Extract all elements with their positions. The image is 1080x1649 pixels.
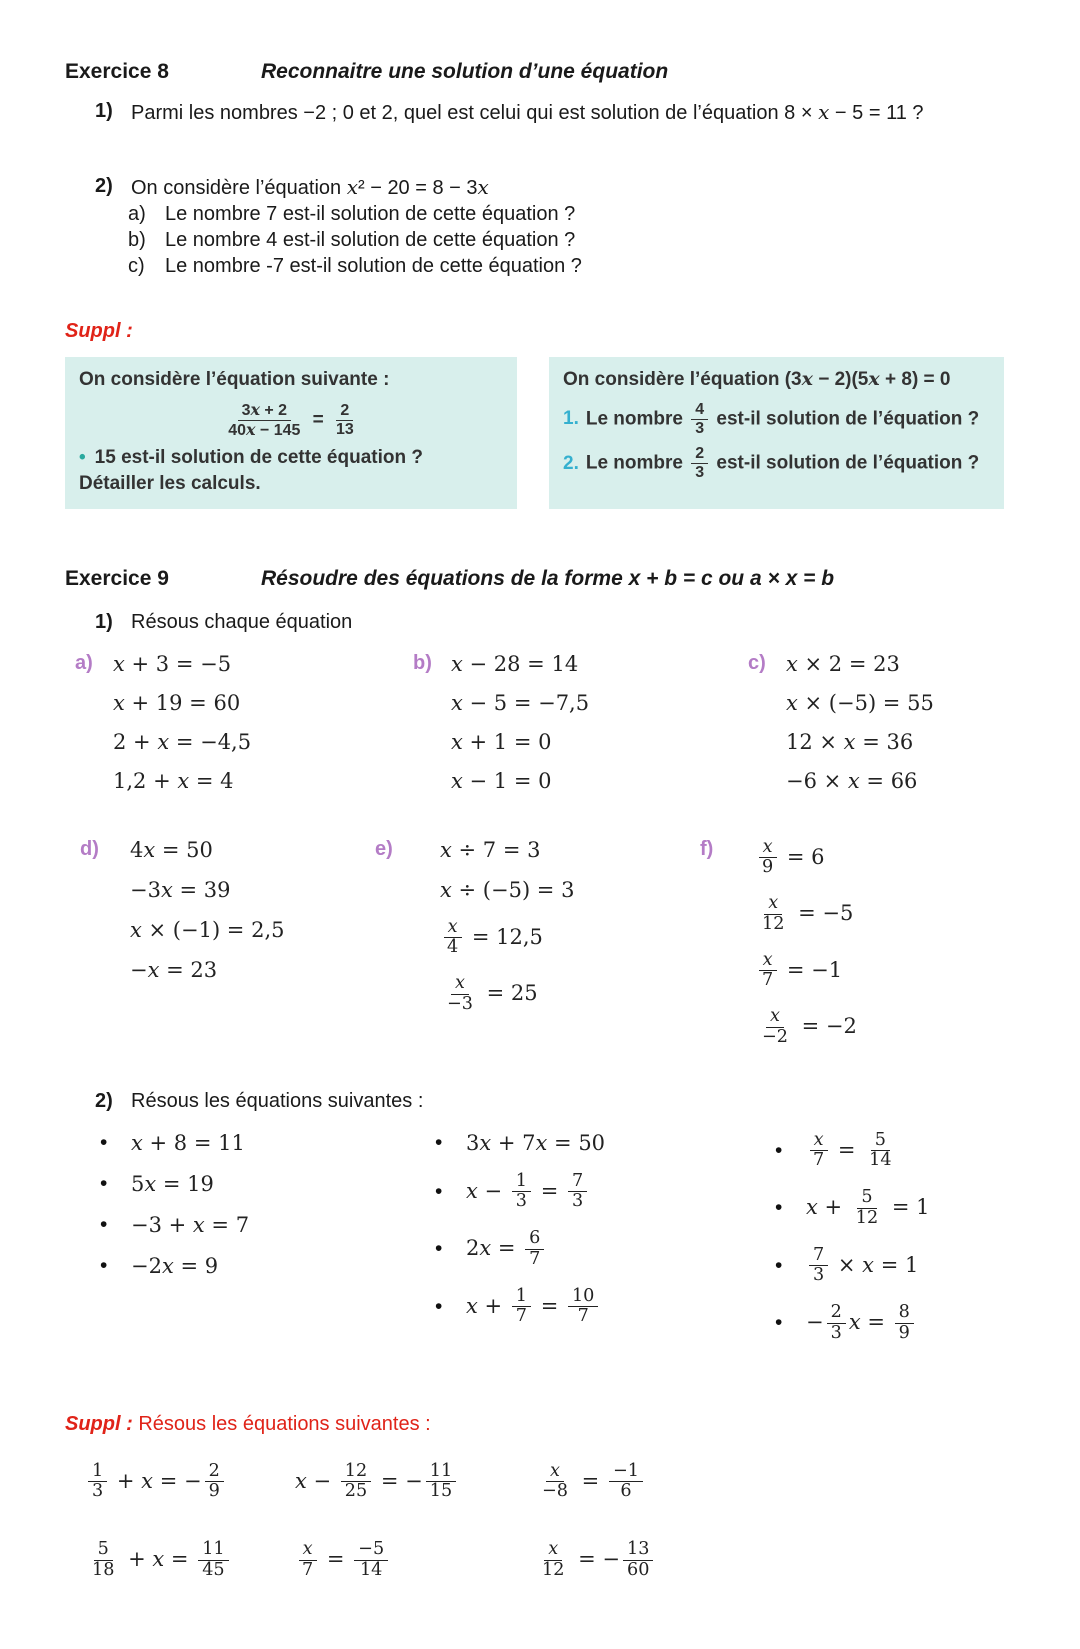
ex8-q2a-text: Le nombre 7 est-il solution de cette équation ? (165, 203, 576, 225)
bullet-equation (775, 1188, 930, 1229)
suppl-2-label: Suppl : (65, 1412, 133, 1435)
suppl-equations (85, 1462, 1040, 1581)
bullet-equation (100, 1213, 435, 1237)
bullet-equation (775, 1131, 930, 1172)
equation-row-abc (75, 652, 1040, 808)
suppl-1-heading (65, 320, 1040, 343)
ex8-q2a (128, 203, 1040, 226)
group-f-label: f) (700, 837, 714, 860)
bullet-icon: • (100, 1212, 108, 1236)
box2-question-1 (563, 401, 990, 438)
bullet-icon: • (435, 1179, 443, 1203)
group-a-label: a) (75, 651, 93, 674)
ex8-q2c-text: Le nombre -7 est-il solution de cette équation ? (165, 255, 582, 277)
group-b-label: b) (413, 651, 432, 674)
equation-group-d (80, 838, 375, 1064)
equation-group-e (375, 838, 700, 1064)
equation: −3 + x = 7 (131, 1212, 250, 1237)
ex8-q2b-label: b) (128, 229, 146, 251)
group-c-label: c) (748, 651, 766, 674)
equation: $\frac{x}{9}$ = 6 (755, 838, 857, 879)
equation: x − 28 = 14 (451, 651, 579, 676)
equation: 2x = $\frac{6}{7}$ (466, 1229, 547, 1270)
equation: −3x = 39 (130, 877, 231, 902)
suppl-2-heading (65, 1413, 1040, 1436)
suppl-box-right (549, 357, 1004, 509)
box2-q2-text: Le nombre $\frac{2}{3}$ est-il solution de l’équation ? (585, 445, 980, 482)
ex9-question-1 (65, 611, 1040, 634)
bullet-icon: • (435, 1130, 443, 1154)
equation-group-b (413, 652, 748, 808)
box2-q1-number: 1. (563, 408, 579, 430)
equation: −2x = 9 (131, 1253, 219, 1278)
ex8-question-2 (65, 175, 1040, 200)
equation: x − $\frac{1}{3}$ = $\frac{7}{3}$ (466, 1172, 590, 1213)
box2-title: On considère l’équation (3x − 2)(5x + 8) = 0 (563, 368, 951, 390)
bullet-icon: • (775, 1138, 783, 1162)
teal-bullet-icon: • (79, 447, 86, 469)
equation: x + 19 = 60 (113, 690, 241, 715)
equation-group-f (700, 838, 857, 1064)
bullet-equation (100, 1131, 435, 1155)
ex8-q2c (128, 255, 1040, 278)
bullet-equation-row (100, 1131, 1040, 1361)
ex8-q2c-label: c) (128, 255, 145, 277)
ex8-q1-text: Parmi les nombres −2 ; 0 et 2, quel est celui qui est solution de l’équation 8 × x − 5 = 11 ? (131, 100, 924, 124)
box2-question-2 (563, 445, 990, 482)
group-e-label: e) (375, 837, 393, 860)
group-d-label: d) (80, 837, 99, 860)
equation: x + 1 = 0 (451, 729, 552, 754)
box2-q1-text: Le nombre $\frac{4}{3}$ est-il solution de l’équation ? (585, 400, 980, 437)
equation: x + 3 = −5 (113, 651, 232, 676)
bullet-equation (100, 1172, 435, 1196)
equation: $\frac{5}{18}$ + x = $\frac{11}{45}$ (85, 1540, 295, 1581)
suppl-2-text: Résous les équations suivantes : (138, 1412, 431, 1435)
suppl-equation-row-2 (85, 1540, 1040, 1581)
ex8-q2b (128, 229, 1040, 252)
bullet-icon: • (100, 1253, 108, 1277)
equation: 3x + 7x = 50 (466, 1130, 606, 1155)
equation: $\frac{x}{7}$ = −1 (755, 951, 857, 992)
equation: x + 8 = 11 (131, 1130, 245, 1155)
exercise-9-section (65, 567, 1040, 1361)
equation: 12 × x = 36 (786, 729, 914, 754)
equation: $\frac{x}{12}$ = − $\frac{13}{60}$ (535, 1540, 656, 1581)
exercise-8-label: Exercice 8 (65, 60, 169, 83)
equation: x − 1 = 0 (451, 768, 552, 793)
equation: $\frac{x}{12}$ = −5 (762, 893, 854, 934)
exercise-9-label: Exercice 9 (65, 566, 169, 590)
bullet-equation (435, 1287, 775, 1328)
equation: x − 5 = −7,5 (451, 690, 590, 715)
bullet-column-3 (775, 1131, 930, 1361)
bullet-column-1 (100, 1131, 435, 1361)
bullet-equation (775, 1303, 930, 1344)
equation: $\frac{7}{3}$ × x = 1 (806, 1246, 918, 1287)
exercise-9-header (65, 567, 1040, 591)
equation: x ÷ 7 = 3 (440, 837, 541, 862)
bullet-icon: • (775, 1196, 783, 1220)
suppl-boxes (65, 357, 1040, 509)
equation: x × 2 = 23 (786, 651, 900, 676)
ex8-question-1 (65, 100, 1040, 125)
equation: $\frac{1}{3}$ + x = − $\frac{2}{9}$ (85, 1462, 295, 1503)
bullet-equation (435, 1131, 775, 1155)
bullet-icon: • (775, 1253, 783, 1277)
ex8-q2-number: 2) (95, 175, 113, 197)
equation: 4x = 50 (130, 837, 213, 862)
equation: x × (−1) = 2,5 (130, 917, 285, 942)
equation: $\frac{x}{-8}$ = $\frac{-1}{6}$ (535, 1462, 646, 1503)
exercise-9-title: Résoudre des équations de la forme x + b = c ou a × x = b (261, 566, 835, 590)
equation-group-c (748, 652, 934, 808)
box1-question (79, 445, 503, 496)
equation: 2 + x = −4,5 (113, 729, 252, 754)
equation: $\frac{x}{7}$ = $\frac{-5}{14}$ (295, 1540, 535, 1581)
bullet-equation (775, 1246, 930, 1287)
equation: $\frac{x}{7}$ = $\frac{5}{14}$ (806, 1131, 899, 1172)
equation: x + $\frac{1}{7}$ = $\frac{10}{7}$ (466, 1287, 601, 1328)
box1-question-text: 15 est-il solution de cette équation ? Détailler les calculs. (79, 447, 423, 494)
equation-group-a (75, 652, 413, 808)
equation: − $\frac{2}{3}$ x = $\frac{8}{9}$ (806, 1303, 917, 1344)
ex9-q1-number: 1) (95, 610, 113, 633)
exercise-8-section (65, 60, 1040, 278)
ex8-q2a-label: a) (128, 203, 146, 225)
exercise-8-header (65, 60, 1040, 84)
equation: $\frac{x}{-3}$ = 25 (447, 973, 538, 1014)
equation: x + $\frac{5}{12}$ = 1 (806, 1187, 930, 1228)
equation-row-def (80, 838, 1040, 1064)
suppl-equation-row-1 (85, 1462, 1040, 1503)
ex9-q2-number: 2) (95, 1089, 113, 1112)
bullet-equation (435, 1229, 775, 1270)
box2-q2-number: 2. (563, 452, 579, 474)
bullet-icon: • (435, 1237, 443, 1261)
equation: 5x = 19 (131, 1171, 214, 1196)
equation: x ÷ (−5) = 3 (440, 877, 575, 902)
equation: −6 × x = 66 (786, 768, 918, 793)
ex8-q2b-text: Le nombre 4 est-il solution de cette équation ? (165, 229, 576, 251)
equation: x × (−5) = 55 (786, 690, 934, 715)
ex9-q1-text: Résous chaque équation (131, 610, 353, 633)
bullet-icon: • (100, 1171, 108, 1195)
box1-title: On considère l’équation suivante : (79, 369, 390, 390)
equation: $\frac{x}{4}$ = 12,5 (440, 918, 574, 959)
bullet-icon: • (435, 1294, 443, 1318)
ex9-q2-text: Résous les équations suivantes : (131, 1089, 424, 1112)
bullet-equation (435, 1172, 775, 1213)
bullet-icon: • (775, 1311, 783, 1335)
bullet-equation (100, 1254, 435, 1278)
equation: 1,2 + x = 4 (113, 768, 234, 793)
bullet-icon: • (100, 1130, 108, 1154)
ex8-q1-number: 1) (95, 100, 113, 122)
suppl-box-left (65, 357, 517, 509)
equation: x − $\frac{12}{25}$ = − $\frac{11}{15}$ (295, 1462, 535, 1503)
equation: −x = 23 (130, 957, 218, 982)
bullet-column-2 (435, 1131, 775, 1361)
box1-equation: $\frac{3x + 2}{40x - 145}$ = $\frac{2}{13}$ (228, 399, 354, 439)
suppl-1-label: Suppl : (65, 320, 133, 342)
ex8-q2-text: On considère l’équation x² − 20 = 8 − 3x (131, 175, 489, 199)
exercise-8-title: Reconnaitre une solution d’une équation (261, 60, 669, 83)
equation: $\frac{x}{-2}$ = −2 (762, 1006, 857, 1047)
ex9-question-2 (65, 1090, 1040, 1113)
